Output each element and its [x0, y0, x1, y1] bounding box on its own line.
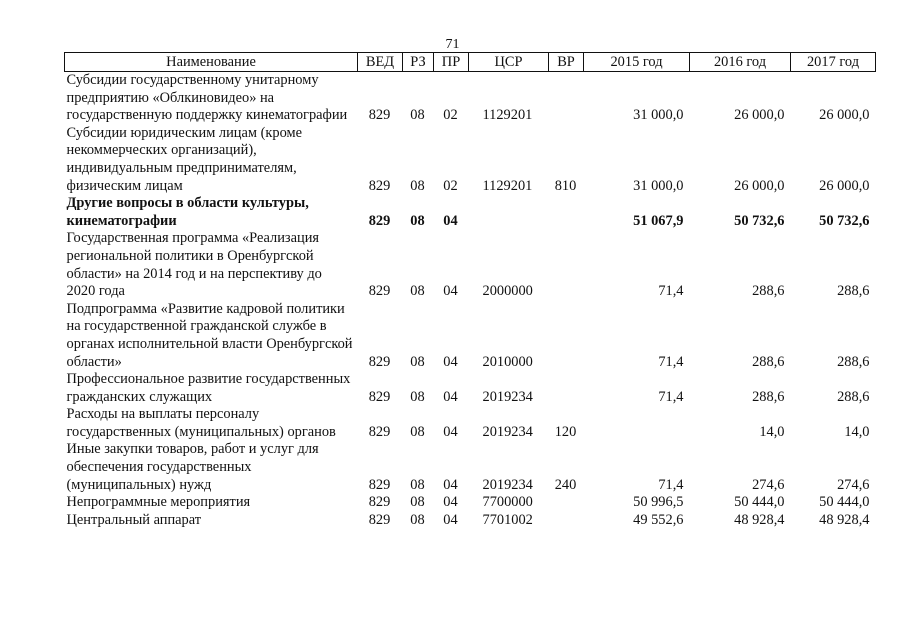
row-name: Другие вопросы в области культуры, кинематографии — [66, 195, 309, 229]
row-2015: 31 000,0 — [633, 107, 684, 124]
table-row — [65, 125, 876, 195]
row-2016: 288,6 — [752, 388, 785, 405]
row-vr — [549, 230, 584, 300]
row-csr: 2019234 — [482, 423, 533, 440]
row-ved: 829 — [368, 177, 391, 194]
header-pr: ПР — [434, 53, 469, 72]
row-vr — [549, 371, 584, 406]
table-row — [65, 406, 876, 441]
row-2015: 71,4 — [658, 283, 684, 300]
row-csr: 2000000 — [482, 283, 533, 300]
row-name: Расходы на выплаты персоналу государственных (муниципальных) органов — [66, 406, 336, 440]
row-ved: 829 — [368, 107, 391, 124]
row-pr: 04 — [443, 283, 458, 300]
table-row — [65, 441, 876, 494]
table-row — [65, 72, 876, 125]
row-pr: 02 — [443, 107, 458, 124]
row-rz: 08 — [410, 353, 425, 370]
row-pr: 04 — [443, 353, 458, 370]
row-csr: 7701002 — [482, 511, 533, 528]
table-row — [65, 230, 876, 300]
row-rz: 08 — [410, 423, 425, 440]
row-2017: 50 444,0 — [819, 494, 870, 511]
row-vr — [549, 195, 584, 230]
row-ved: 829 — [368, 511, 391, 528]
row-csr: 1129201 — [482, 177, 533, 194]
row-name: Субсидии юридическим лицам (кроме некоммерческих организаций), индивидуальным предпринимателям, физическим лицам — [66, 124, 302, 194]
header-name: Наименование — [65, 53, 358, 72]
row-ved: 829 — [368, 212, 391, 229]
row-2015: 51 067,9 — [633, 212, 684, 229]
row-2016: 14,0 — [759, 423, 785, 440]
row-2017: 48 928,4 — [819, 511, 870, 528]
row-vr: 120 — [554, 423, 577, 440]
row-2015: 71,4 — [658, 388, 684, 405]
row-2017: 288,6 — [837, 388, 870, 405]
row-2017: 288,6 — [837, 283, 870, 300]
row-pr: 04 — [443, 388, 458, 405]
header-csr: ЦСР — [469, 53, 549, 72]
row-2017: 14,0 — [844, 423, 870, 440]
row-name: Центральный аппарат — [66, 511, 202, 528]
row-2016: 288,6 — [752, 283, 785, 300]
row-name: Иные закупки товаров, работ и услуг для обеспечения государственных (муниципальных) нужд — [66, 441, 319, 493]
row-csr: 1129201 — [482, 107, 533, 124]
row-vr: 240 — [554, 476, 577, 493]
row-2015: 31 000,0 — [633, 177, 684, 194]
row-rz: 08 — [410, 511, 425, 528]
row-ved: 829 — [368, 476, 391, 493]
header-rz: РЗ — [403, 53, 434, 72]
row-2017: 50 732,6 — [819, 212, 870, 229]
row-2016: 48 928,4 — [734, 511, 785, 528]
row-ved: 829 — [368, 283, 391, 300]
row-csr: 2010000 — [482, 353, 533, 370]
row-vr — [549, 512, 584, 530]
row-2015 — [584, 406, 690, 441]
row-ved: 829 — [368, 388, 391, 405]
header-ved: ВЕД — [358, 53, 403, 72]
row-2016: 50 444,0 — [734, 494, 785, 511]
row-rz: 08 — [410, 283, 425, 300]
row-name: Государственная программа «Реализация региональной политики в Оренбургской области» на 2014 год и на перспективу до 2020 года — [66, 230, 322, 300]
table-row — [65, 371, 876, 406]
row-2016: 288,6 — [752, 353, 785, 370]
row-rz: 08 — [410, 212, 425, 229]
row-rz: 08 — [410, 388, 425, 405]
header-2016: 2016 год — [690, 53, 791, 72]
row-name: Профессиональное развитие государственных гражданских служащих — [66, 371, 351, 405]
row-pr: 04 — [443, 494, 458, 511]
row-vr — [549, 72, 584, 125]
row-2017: 274,6 — [837, 476, 870, 493]
page-number: 71 — [445, 37, 460, 52]
row-pr: 04 — [443, 476, 458, 493]
row-pr: 02 — [443, 177, 458, 194]
row-name: Субсидии государственному унитарному предприятию «Облкиновидео» на государственную поддержку кинематографии — [66, 72, 348, 124]
row-name: Подпрограмма «Развитие кадровой политики на государственной гражданской службе в органах исполнительной власти Оренбургской области» — [66, 300, 353, 370]
header-row — [65, 53, 876, 72]
row-pr: 04 — [443, 212, 458, 229]
row-csr — [469, 195, 549, 230]
row-csr: 2019234 — [482, 476, 533, 493]
header-2015: 2015 год — [584, 53, 690, 72]
table-row — [65, 512, 876, 530]
row-2016: 26 000,0 — [734, 177, 785, 194]
row-rz: 08 — [410, 177, 425, 194]
row-ved: 829 — [368, 423, 391, 440]
table-row — [65, 195, 876, 230]
row-2015: 50 996,5 — [633, 494, 684, 511]
row-2016: 26 000,0 — [734, 107, 785, 124]
table-row — [65, 494, 876, 512]
row-csr: 2019234 — [482, 388, 533, 405]
row-rz: 08 — [410, 107, 425, 124]
row-pr: 04 — [443, 423, 458, 440]
table-row — [65, 301, 876, 371]
row-2015: 71,4 — [658, 476, 684, 493]
row-2016: 274,6 — [752, 476, 785, 493]
row-vr — [549, 494, 584, 512]
row-2017: 288,6 — [837, 353, 870, 370]
row-ved: 829 — [368, 494, 391, 511]
row-rz: 08 — [410, 476, 425, 493]
row-ved: 829 — [368, 353, 391, 370]
row-rz: 08 — [410, 494, 425, 511]
row-vr: 810 — [554, 177, 577, 194]
header-vr: ВР — [549, 53, 584, 72]
row-vr — [549, 301, 584, 371]
row-csr: 7700000 — [482, 494, 533, 511]
row-2015: 49 552,6 — [633, 511, 684, 528]
row-2017: 26 000,0 — [819, 177, 870, 194]
row-2017: 26 000,0 — [819, 107, 870, 124]
budget-table — [64, 52, 876, 529]
row-name: Непрограммные мероприятия — [66, 494, 251, 511]
header-2017: 2017 год — [791, 53, 876, 72]
row-2015: 71,4 — [658, 353, 684, 370]
row-pr: 04 — [443, 511, 458, 528]
row-2016: 50 732,6 — [734, 212, 785, 229]
